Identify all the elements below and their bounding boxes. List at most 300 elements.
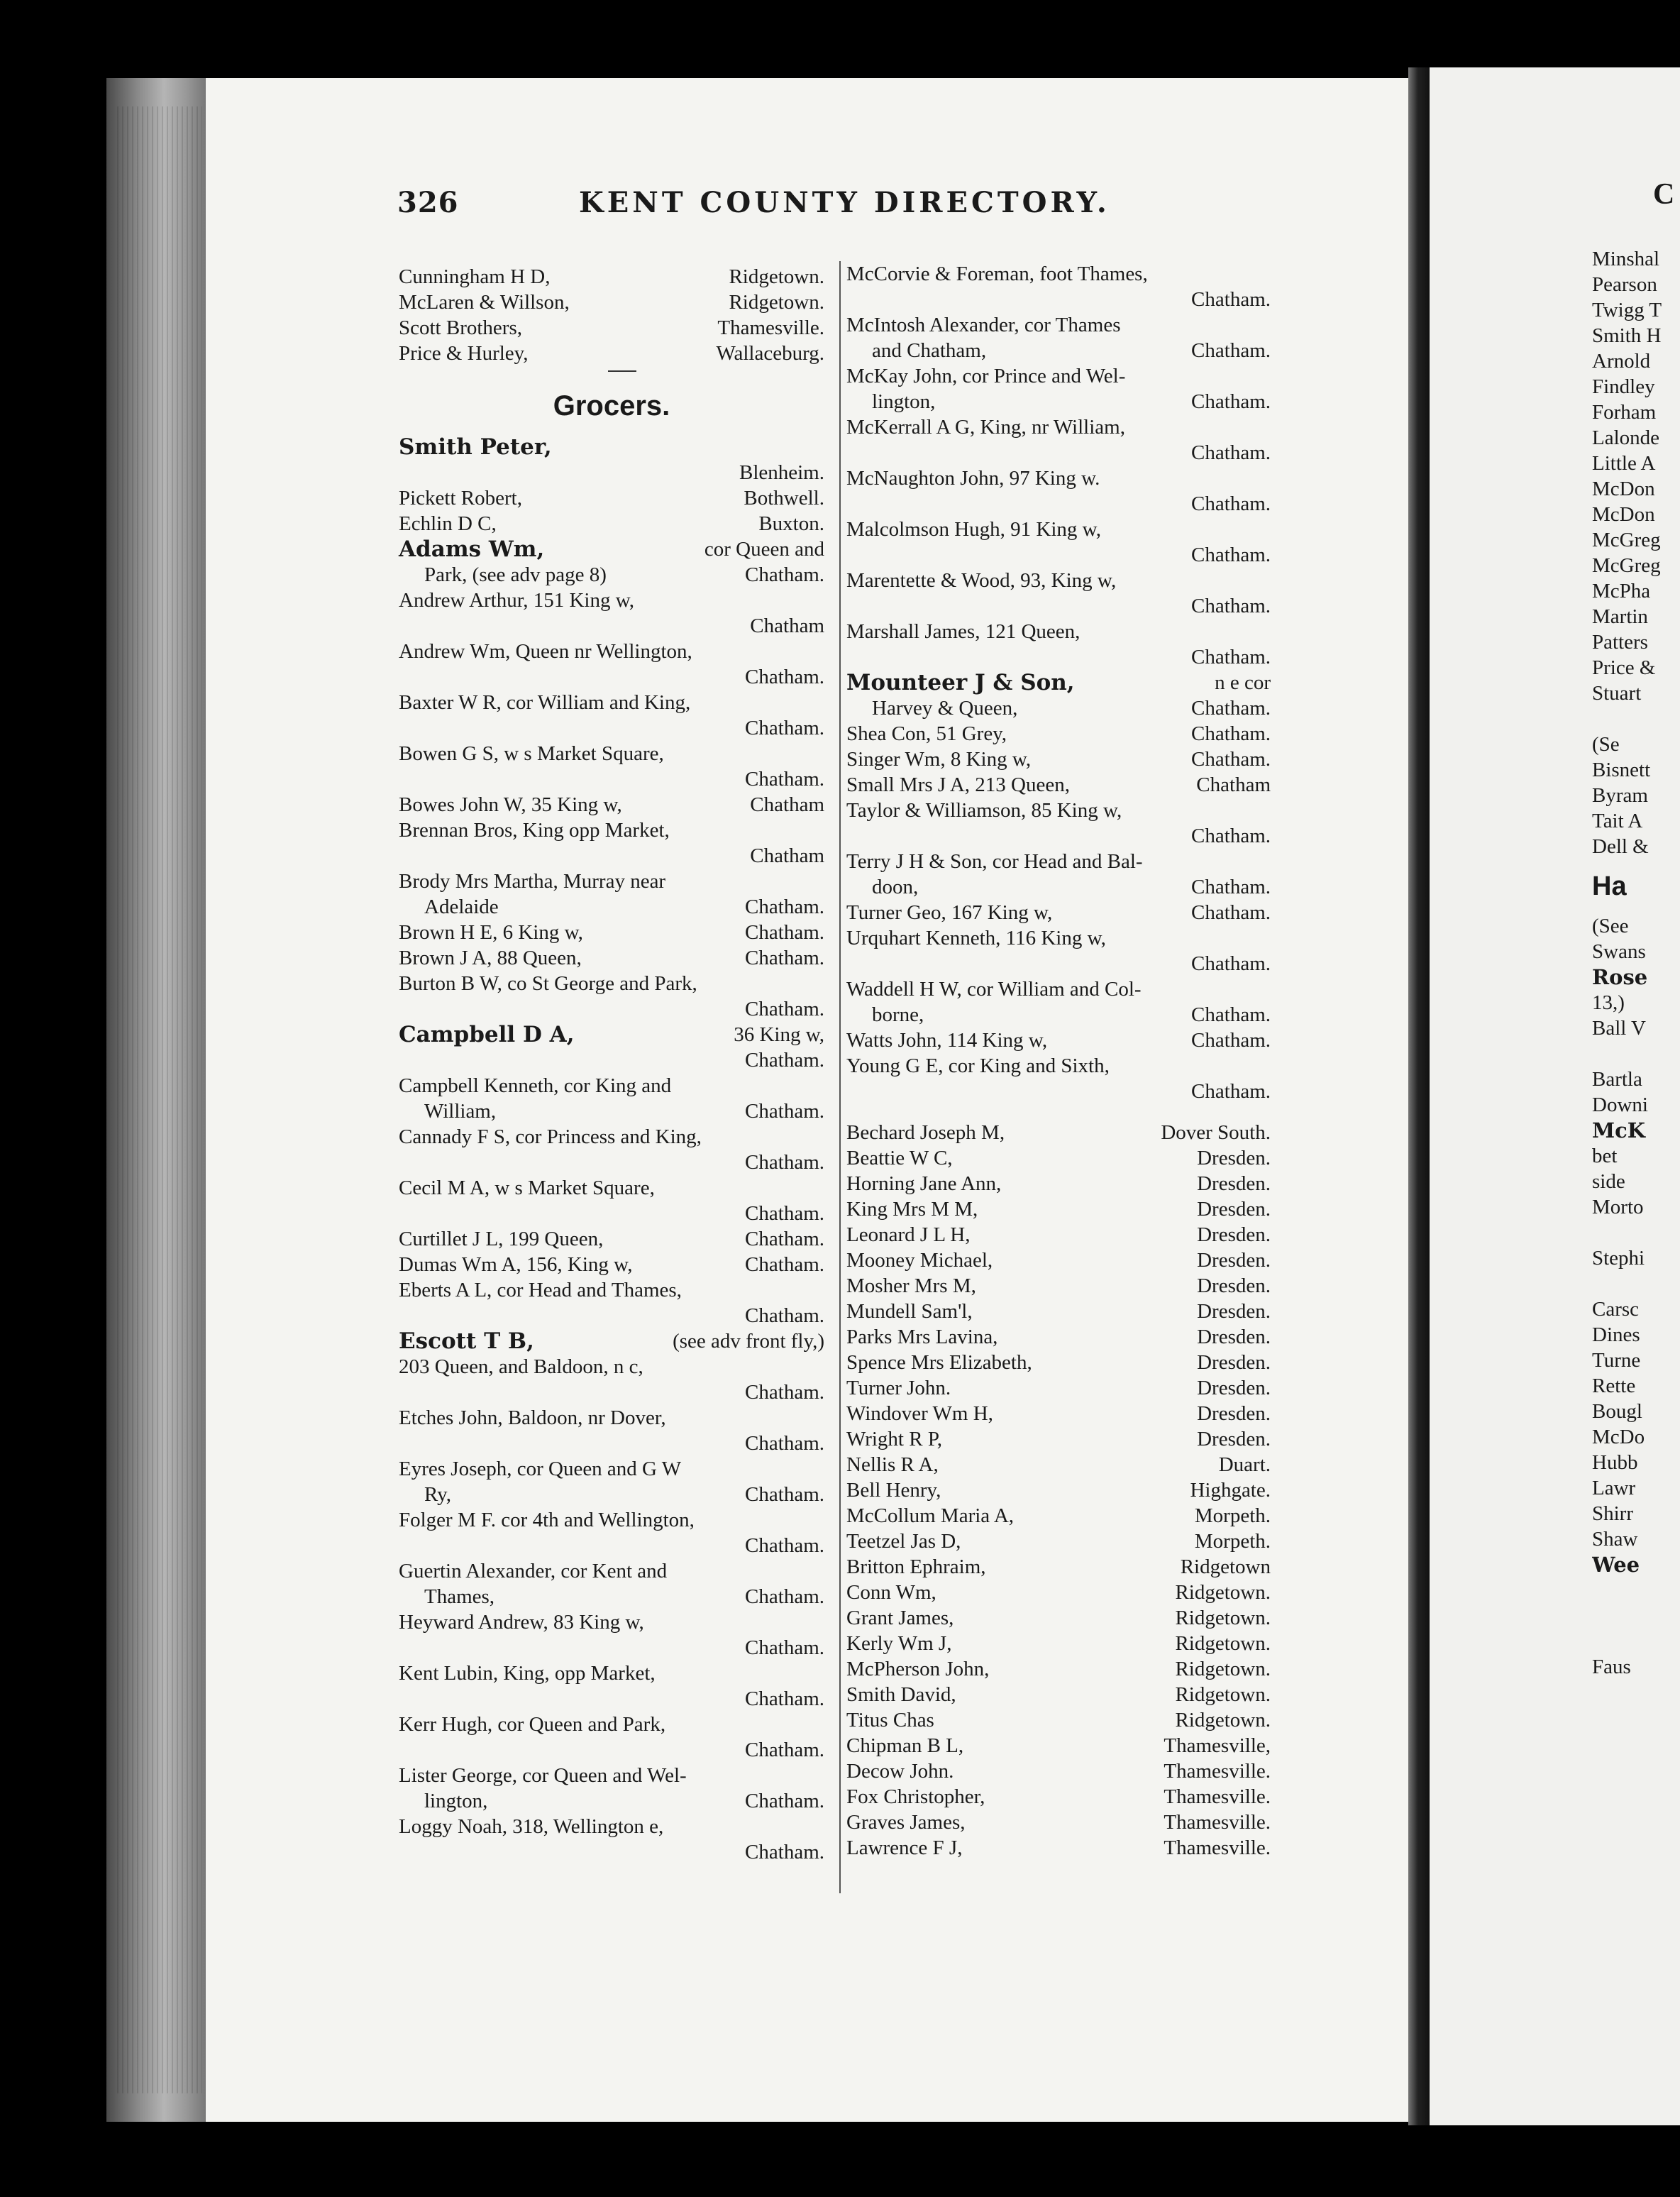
entry-name: Smith David,	[846, 1683, 956, 1706]
entry-line	[399, 1405, 824, 1431]
entry-name: Heyward Andrew, 83 King w,	[399, 1611, 644, 1634]
entry-place: Dresden.	[1197, 1300, 1271, 1323]
entry-place: Buxton.	[758, 512, 824, 535]
entry-place: Dover South.	[1161, 1121, 1271, 1144]
directory-entry	[399, 341, 824, 366]
entry-name: Loggy Noah, 318, Wellington e,	[399, 1815, 664, 1838]
entry-place: Chatham.	[745, 1790, 824, 1812]
entry-line-cont	[846, 389, 1271, 414]
entry-place: Chatham.	[745, 1534, 824, 1557]
text-fragment: side	[1592, 1170, 1625, 1193]
directory-entry	[846, 976, 1271, 1028]
entry-line	[399, 817, 824, 843]
directory-entry	[399, 434, 824, 485]
entry-name: Dumas Wm A, 156, King w,	[399, 1253, 633, 1276]
entry-name: McKerrall A G, King, nr William,	[846, 416, 1125, 439]
text-fragment: Minshal	[1592, 248, 1660, 270]
entry-name: Brown J A, 88 Queen,	[399, 947, 582, 969]
entry-place: Chatham.	[1191, 492, 1271, 515]
directory-entry	[399, 817, 824, 869]
entry-place: Dresden.	[1197, 1326, 1271, 1348]
entry-place: Chatham.	[1191, 748, 1271, 771]
entry-name: McCollum Maria A,	[846, 1504, 1015, 1527]
entry-name: Escott T B,	[399, 1328, 534, 1354]
entry-name: Teetzel Jas D,	[846, 1530, 961, 1553]
text-fragment: (Se	[1592, 733, 1620, 756]
entry-name: Eberts A L, cor Head and Thames,	[399, 1279, 682, 1301]
text-fragment: Turne	[1592, 1349, 1641, 1372]
entry-line	[846, 976, 1271, 1002]
entry-name: Urquhart Kenneth, 116 King w,	[846, 927, 1106, 949]
entry-line-cont	[846, 338, 1271, 363]
directory-entry	[846, 414, 1271, 466]
entry-name: Chipman B L,	[846, 1734, 964, 1757]
entry-line	[846, 1028, 1271, 1053]
entry-place: Thamesville.	[1164, 1760, 1271, 1783]
entry-place: Chatham.	[1191, 1003, 1271, 1026]
entry-name: Bowes John W, 35 King w,	[399, 793, 622, 816]
entry-place: Blenheim.	[739, 461, 824, 484]
entry-name: McLaren & Willson,	[399, 291, 570, 314]
entry-place: Chatham.	[1191, 697, 1271, 720]
entry-place: Thamesville.	[717, 316, 824, 339]
entry-place: Chatham.	[745, 1483, 824, 1506]
entry-line	[399, 434, 824, 460]
entry-name: McKay John, cor Prince and Wel-	[846, 365, 1126, 387]
entry-name: Campbell D A,	[399, 1022, 575, 1047]
directory-entry	[846, 1350, 1271, 1375]
entry-place: Ridgetown.	[1175, 1607, 1271, 1629]
directory-entry	[846, 1631, 1271, 1656]
text-fragment	[1592, 1220, 1680, 1245]
text-fragment: 13,)	[1592, 991, 1625, 1014]
entry-name: Mounteer J & Son,	[846, 670, 1075, 695]
entry-place: Chatham.	[1191, 646, 1271, 668]
entry-place: Ridgetown.	[1175, 1709, 1271, 1731]
entry-name: Brown H E, 6 King w,	[399, 921, 583, 944]
entry-place: Ridgetown.	[1175, 1632, 1271, 1655]
directory-entry	[399, 1405, 824, 1456]
entry-place: Chatham.	[745, 666, 824, 688]
entry-line	[399, 690, 824, 715]
entry-place: Dresden.	[1197, 1351, 1271, 1374]
entry-name: Guertin Alexander, cor Kent and	[399, 1560, 668, 1582]
entry-name: Brody Mrs Martha, Murray near	[399, 870, 666, 893]
entry-line	[846, 747, 1271, 772]
text-fragment: Hubb	[1592, 1451, 1638, 1474]
entry-line	[846, 721, 1271, 747]
directory-entry	[846, 1375, 1271, 1401]
entry-place: Dresden.	[1197, 1198, 1271, 1221]
entry-name: Britton Ephraim,	[846, 1555, 986, 1578]
directory-entry	[399, 741, 824, 792]
entry-address-cont: Harvey & Queen,	[872, 697, 1018, 720]
entry-place: Chatham.	[745, 1100, 824, 1123]
directory-entry	[399, 1763, 824, 1814]
text-fragment: McGreg	[1592, 529, 1661, 551]
directory-entry	[399, 1277, 824, 1328]
entry-name: Leonard J L H,	[846, 1223, 971, 1246]
entry-name: King Mrs M M,	[846, 1198, 978, 1221]
text-fragment: Faus	[1592, 1656, 1631, 1678]
text-fragment: Pearson	[1592, 273, 1657, 296]
entry-line	[399, 1124, 824, 1150]
entry-line	[399, 945, 824, 971]
entry-name: Horning Jane Ann,	[846, 1172, 1002, 1195]
directory-entry	[399, 1073, 824, 1124]
entry-line	[399, 869, 824, 894]
entry-address-cont: and Chatham,	[872, 339, 987, 362]
entry-line	[399, 536, 824, 562]
entry-line	[399, 1073, 824, 1098]
entry-name: Turner John.	[846, 1377, 951, 1399]
entry-place: Bothwell.	[744, 487, 824, 510]
entry-line-cont	[399, 1098, 824, 1124]
page-number: 326	[397, 186, 459, 219]
entry-name: Baxter W R, cor William and King,	[399, 691, 691, 714]
directory-entry	[846, 1758, 1271, 1784]
entry-name: Campbell Kenneth, cor King and	[399, 1074, 672, 1097]
entry-line	[846, 670, 1271, 695]
entry-name: McPherson John,	[846, 1658, 990, 1680]
entry-name: Etches John, Baldoon, nr Dover,	[399, 1406, 666, 1429]
entry-name: Fox Christopher,	[846, 1785, 985, 1808]
entry-name: Andrew Wm, Queen nr Wellington,	[399, 640, 692, 663]
directory-entry	[846, 1810, 1271, 1835]
text-fragment: (See	[1592, 915, 1629, 937]
text-fragment: Forham	[1592, 401, 1657, 424]
entry-line	[399, 1456, 824, 1482]
entry-name: Cannady F S, cor Princess and King,	[399, 1125, 702, 1148]
entry-name: Bowen G S, w s Market Square,	[399, 742, 664, 765]
entry-address-cont: borne,	[872, 1003, 924, 1026]
text-fragment: Byram	[1592, 784, 1648, 807]
directory-entry	[846, 1324, 1271, 1350]
entry-name: Price & Hurley,	[399, 342, 529, 365]
entry-place: Chatham.	[1191, 390, 1271, 413]
entry-name: Mooney Michael,	[846, 1249, 993, 1272]
entry-line	[399, 485, 824, 511]
entry-address: n e cor	[1215, 671, 1271, 694]
entry-place: Chatham.	[745, 921, 824, 944]
directory-entry	[846, 721, 1271, 747]
entry-place: Chatham.	[745, 563, 824, 586]
entry-name: Curtillet J L, 199 Queen,	[399, 1228, 604, 1250]
entry-place: Chatham.	[1191, 825, 1271, 847]
directory-entry	[399, 1712, 824, 1763]
entry-name: Spence Mrs Elizabeth,	[846, 1351, 1032, 1374]
entry-line	[399, 1763, 824, 1788]
entry-name: Kent Lubin, King, opp Market,	[399, 1662, 656, 1685]
directory-entry	[399, 290, 824, 315]
directory-entry	[846, 1835, 1271, 1861]
entry-line	[846, 312, 1271, 338]
directory-entry	[846, 312, 1271, 363]
entry-line	[399, 511, 824, 536]
directory-entry	[846, 568, 1271, 619]
directory-entry	[399, 792, 824, 817]
entry-line-cont	[399, 1788, 824, 1814]
directory-entry	[846, 798, 1271, 849]
directory-entry	[399, 869, 824, 920]
entry-place: Chatham.	[745, 1687, 824, 1710]
directory-entry	[399, 690, 824, 741]
text-fragment: Wee	[1592, 1553, 1640, 1577]
entry-place: Chatham	[750, 615, 824, 637]
entry-line	[846, 568, 1271, 593]
directory-entry	[846, 1554, 1271, 1580]
entry-name: Cecil M A, w s Market Square,	[399, 1177, 655, 1199]
directory-entry	[399, 945, 824, 971]
entry-address-cont: lington,	[872, 390, 936, 413]
entry-place: Dresden.	[1197, 1147, 1271, 1169]
entry-name: Taylor & Williamson, 85 King w,	[846, 799, 1122, 822]
entry-name: Bechard Joseph M,	[846, 1121, 1005, 1144]
directory-entry	[846, 619, 1271, 670]
entry-address-cont: William,	[424, 1100, 497, 1123]
entry-line	[399, 1226, 824, 1252]
text-fragment: Downi	[1592, 1094, 1648, 1116]
entry-place: Ridgetown.	[1175, 1658, 1271, 1680]
entry-place: Chatham.	[745, 717, 824, 739]
entry-name: Grant James,	[846, 1607, 954, 1629]
entry-place: Chatham.	[1191, 876, 1271, 898]
entry-place: Chatham.	[745, 1228, 824, 1250]
page-edges	[117, 106, 202, 2093]
entry-name: Titus Chas	[846, 1709, 934, 1731]
entry-line	[399, 1022, 824, 1047]
spacer	[846, 1104, 1271, 1120]
entry-address-cont: 203 Queen, and Baldoon, n c,	[399, 1355, 643, 1378]
entry-address-cont: Ry,	[424, 1483, 452, 1506]
directory-entry	[846, 747, 1271, 772]
text-fragment: Price &	[1592, 656, 1656, 679]
entry-place: Chatham.	[745, 1432, 824, 1455]
entry-place: Dresden.	[1197, 1274, 1271, 1297]
entry-name: Cunningham H D,	[399, 265, 551, 288]
entry-name: Beattie W C,	[846, 1147, 953, 1169]
entry-place: Dresden.	[1197, 1223, 1271, 1246]
entry-place: Morpeth.	[1194, 1530, 1271, 1553]
directory-entry	[846, 900, 1271, 925]
entry-line	[399, 1507, 824, 1533]
section-heading-fragment: Ha	[1592, 871, 1627, 901]
entry-name: Small Mrs J A, 213 Queen,	[846, 773, 1070, 796]
directory-entry	[846, 1682, 1271, 1707]
entry-name: Nellis R A,	[846, 1453, 939, 1476]
text-fragment: Rose	[1592, 965, 1648, 989]
text-fragment: Ball V	[1592, 1017, 1646, 1040]
directory-entry	[399, 511, 824, 536]
entry-line	[399, 588, 824, 613]
text-fragment: Carsc	[1592, 1298, 1640, 1321]
entry-line	[846, 1053, 1271, 1079]
entry-line-cont	[399, 1584, 824, 1609]
entry-place: Chatham.	[1191, 1029, 1271, 1052]
entry-address-cont: Adelaide	[424, 896, 499, 918]
entry-place: Thamesville,	[1164, 1734, 1271, 1757]
middle-column	[846, 261, 1271, 1861]
entry-name: Shea Con, 51 Grey,	[846, 722, 1007, 745]
book-gutter	[1408, 67, 1430, 2125]
page-title: KENT COUNTY DIRECTORY.	[579, 186, 1110, 219]
directory-entry	[399, 1609, 824, 1661]
entry-place: Chatham	[1196, 773, 1271, 796]
entry-line	[846, 517, 1271, 542]
directory-entry	[399, 1814, 824, 1865]
entry-name: Smith Peter,	[399, 434, 552, 460]
entry-place: Chatham.	[1191, 288, 1271, 311]
entry-name: Bell Henry,	[846, 1479, 941, 1502]
entry-place: Chatham.	[745, 1841, 824, 1863]
entry-name: Terry J H & Son, cor Head and Bal-	[846, 850, 1143, 873]
entry-place: Chatham.	[1191, 441, 1271, 464]
entry-place: Chatham	[750, 793, 824, 816]
entry-name: Decow John.	[846, 1760, 954, 1783]
directory-entry	[846, 1426, 1271, 1452]
directory-entry	[846, 1401, 1271, 1426]
entry-place: Chatham.	[1191, 339, 1271, 362]
directory-entry	[846, 1028, 1271, 1053]
directory-entry	[399, 264, 824, 290]
directory-entry	[399, 588, 824, 639]
entry-place: Morpeth.	[1194, 1504, 1271, 1527]
text-fragment: Arnold	[1592, 350, 1651, 373]
text-fragment: Findley	[1592, 375, 1655, 398]
entry-line	[846, 925, 1271, 951]
entry-place: Ridgetown	[1180, 1555, 1271, 1578]
entry-line-cont	[846, 695, 1271, 721]
directory-entry	[846, 1733, 1271, 1758]
entry-place: Ridgetown.	[1175, 1683, 1271, 1706]
text-fragment: Rette	[1592, 1375, 1636, 1397]
text-fragment	[1592, 1271, 1680, 1296]
text-fragment: McDon	[1592, 503, 1655, 526]
entry-name: Kerr Hugh, cor Queen and Park,	[399, 1713, 666, 1736]
entry-line	[399, 1558, 824, 1584]
entry-place: Wallaceburg.	[716, 342, 824, 365]
directory-entry	[399, 971, 824, 1022]
entry-name: Pickett Robert,	[399, 487, 522, 510]
entry-address-cont: doon,	[872, 876, 919, 898]
text-fragment: Bougl	[1592, 1400, 1642, 1423]
text-fragment: Dell &	[1592, 835, 1649, 858]
entry-line	[399, 1661, 824, 1686]
entry-line	[399, 792, 824, 817]
directory-entry	[399, 920, 824, 945]
entry-name: Burton B W, co St George and Park,	[399, 972, 697, 995]
directory-entry	[399, 1456, 824, 1507]
entry-name: Young G E, cor King and Sixth,	[846, 1055, 1110, 1077]
text-fragment: Lawr	[1592, 1477, 1636, 1499]
entry-place: Chatham.	[745, 1585, 824, 1608]
entry-line	[399, 1277, 824, 1303]
entry-line	[399, 1712, 824, 1737]
section-divider	[608, 370, 636, 372]
entry-place: Chatham.	[745, 947, 824, 969]
text-fragment: bet	[1592, 1145, 1618, 1167]
directory-entry	[846, 1120, 1271, 1145]
entry-line-cont	[846, 1002, 1271, 1028]
entry-name: Marentette & Wood, 93, King w,	[846, 569, 1117, 592]
entry-name: Turner Geo, 167 King w,	[846, 901, 1053, 924]
entry-place: Chatham.	[1191, 1080, 1271, 1103]
entry-line	[399, 1328, 824, 1354]
entry-place: Chatham.	[1191, 952, 1271, 975]
entry-line	[846, 363, 1271, 389]
text-fragment: McK	[1592, 1118, 1645, 1142]
entry-place: Duart.	[1218, 1453, 1271, 1476]
entry-name: Mundell Sam'l,	[846, 1300, 973, 1323]
entry-name: Kerly Wm J,	[846, 1632, 952, 1655]
directory-entry	[846, 1171, 1271, 1196]
entry-place: Chatham.	[745, 1049, 824, 1072]
directory-entry	[846, 1605, 1271, 1631]
entry-place: Dresden.	[1197, 1249, 1271, 1272]
text-fragment: Bisnett	[1592, 759, 1651, 781]
entry-name: Scott Brothers,	[399, 316, 522, 339]
directory-entry	[846, 670, 1271, 721]
directory-entry	[846, 1452, 1271, 1477]
entry-line	[399, 1175, 824, 1201]
entry-line	[846, 466, 1271, 491]
entry-place: Chatham.	[745, 1202, 824, 1225]
entry-line	[399, 639, 824, 664]
entry-line	[399, 971, 824, 996]
entry-place: Chatham.	[745, 1253, 824, 1276]
entry-place: Dresden.	[1197, 1377, 1271, 1399]
entry-place: Chatham.	[1191, 544, 1271, 566]
text-fragment: Martin	[1592, 605, 1648, 628]
directory-entry	[399, 1661, 824, 1712]
entry-place: Ridgetown.	[1175, 1581, 1271, 1604]
entry-place: Chatham	[750, 844, 824, 867]
entry-place: Chatham.	[745, 1381, 824, 1404]
entry-line	[399, 1252, 824, 1277]
entry-place: Chatham.	[1191, 722, 1271, 745]
directory-entry	[399, 1124, 824, 1175]
section-heading: Grocers.	[553, 390, 670, 422]
directory-entry	[399, 1558, 824, 1609]
entry-name: Malcolmson Hugh, 91 King w,	[846, 518, 1101, 541]
entry-name: Lister George, cor Queen and Wel-	[399, 1764, 687, 1787]
entry-line	[399, 1814, 824, 1839]
entry-address: (see adv front fly,)	[673, 1330, 824, 1353]
directory-entry	[846, 1477, 1271, 1503]
text-fragment: Stephi	[1592, 1247, 1645, 1270]
entry-name: Windover Wm H,	[846, 1402, 993, 1425]
entry-name: Marshall James, 121 Queen,	[846, 620, 1081, 643]
text-fragment: Tait A	[1592, 810, 1643, 832]
directory-entry	[399, 315, 824, 341]
entry-place: Dresden.	[1197, 1428, 1271, 1450]
entry-name: Wright R P,	[846, 1428, 942, 1450]
text-fragment	[1592, 706, 1680, 732]
text-fragment: Patters	[1592, 631, 1648, 654]
directory-entry	[399, 1226, 824, 1252]
directory-entry	[399, 1175, 824, 1226]
entry-line	[846, 900, 1271, 925]
entry-name: Folger M F. cor 4th and Wellington,	[399, 1509, 695, 1531]
entry-place: Chatham.	[745, 1151, 824, 1174]
directory-entry	[846, 849, 1271, 900]
entry-line	[846, 772, 1271, 798]
entry-address-cont: Thames,	[424, 1585, 495, 1608]
entry-line	[846, 261, 1271, 287]
entry-name: McNaughton John, 97 King w.	[846, 467, 1100, 490]
entry-name: McIntosh Alexander, cor Thames	[846, 314, 1121, 336]
entry-place: Dresden.	[1197, 1172, 1271, 1195]
